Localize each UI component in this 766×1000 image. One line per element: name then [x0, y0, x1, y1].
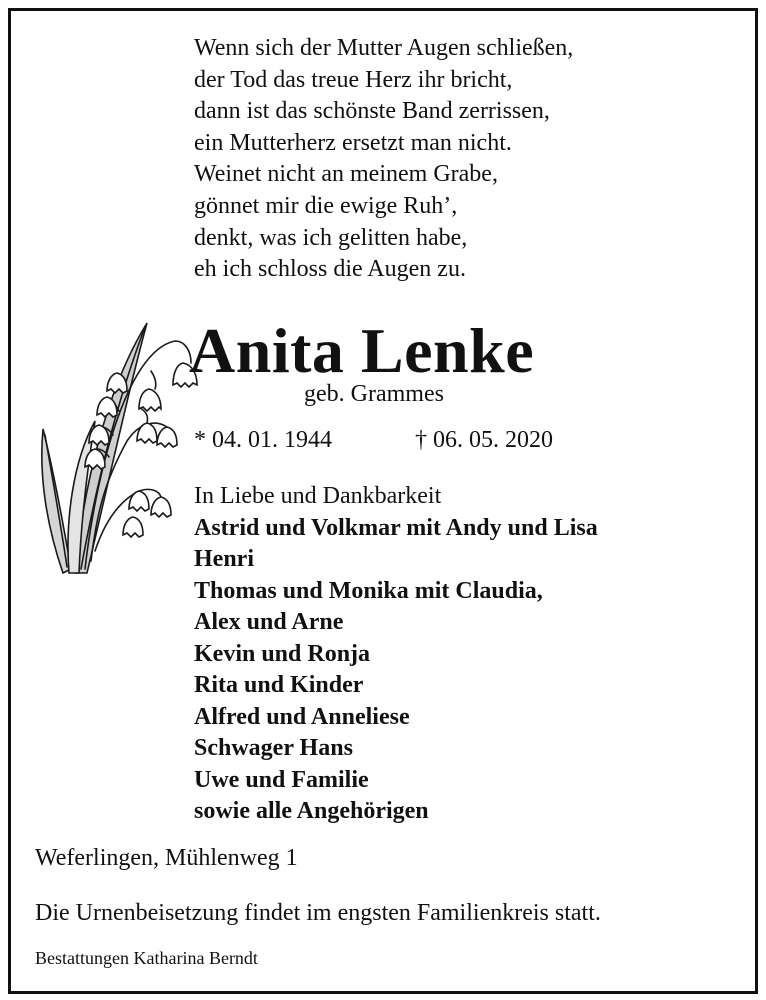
- memorial-poem: [194, 33, 573, 286]
- poem-line: ein Mutterherz ersetzt man nicht.: [194, 129, 512, 156]
- undertaker-name: Bestattungen Katharina Berndt: [35, 948, 258, 968]
- maiden-name: geb. Grammes: [304, 381, 444, 407]
- mourner-line: Alex und Arne: [194, 609, 344, 635]
- birth-date: * 04. 01. 1944: [194, 427, 332, 453]
- mourner-line: Astrid und Volkmar mit Andy und Lisa: [194, 514, 598, 541]
- mourner-line: Henri: [194, 546, 254, 572]
- family-address: Weferlingen, Mühlenweg 1: [35, 845, 298, 871]
- poem-line: der Tod das treue Herz ihr bricht,: [194, 66, 513, 93]
- poem-line: gönnet mir die ewige Ruh’,: [194, 192, 458, 219]
- mourner-line: sowie alle Angehörigen: [194, 798, 429, 824]
- mourner-line: Alfred und Anneliese: [194, 703, 410, 730]
- mourners-list: [194, 481, 598, 828]
- mourner-line: Kevin und Ronja: [194, 640, 371, 667]
- poem-line: Wenn sich der Mutter Augen schließen,: [194, 35, 574, 61]
- obituary-notice: [8, 8, 758, 994]
- mourner-line: Thomas und Monika mit Claudia,: [194, 577, 543, 604]
- poem-line: denkt, was ich gelitten habe,: [194, 224, 468, 251]
- deceased-name: Anita Lenke: [189, 315, 535, 386]
- poem-line: eh ich schloss die Augen zu.: [194, 256, 466, 283]
- mourner-line: Uwe und Familie: [194, 766, 369, 793]
- mourner-line: Schwager Hans: [194, 735, 353, 761]
- funeral-note: Die Urnenbeisetzung findet im engsten Familienkreis statt.: [35, 900, 601, 926]
- mourner-line: Rita und Kinder: [194, 672, 364, 698]
- poem-line: Weinet nicht an meinem Grabe,: [194, 161, 498, 188]
- lily-of-the-valley-icon: [35, 311, 200, 576]
- poem-line: dann ist das schönste Band zerrissen,: [194, 98, 550, 125]
- mourners-intro: In Liebe und Dankbarkeit: [194, 483, 442, 509]
- death-date: † 06. 05. 2020: [415, 427, 553, 453]
